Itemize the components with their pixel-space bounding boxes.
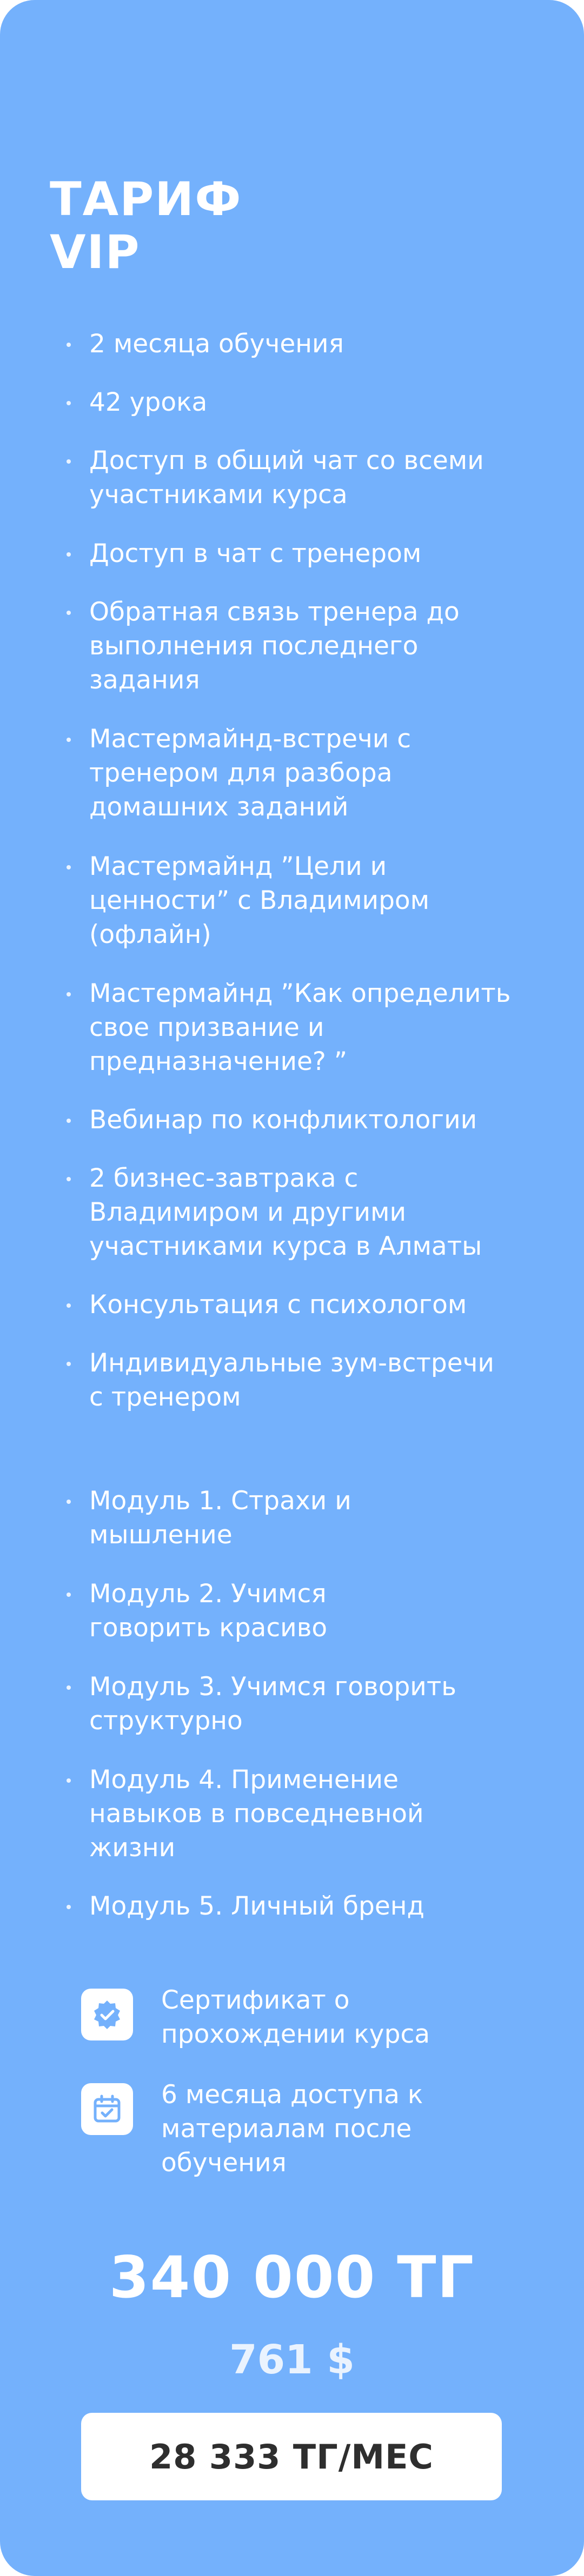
feature-item: Мастермайнд-встречи с тренером для разбора домашних заданий — [89, 722, 533, 824]
monthly-payment-button[interactable]: 28 333 ТГ/МЕС — [81, 2413, 502, 2500]
module-item: Модуль 2. Учимся говорить красиво — [89, 1577, 533, 1645]
feature-item: Доступ в чат с тренером — [89, 537, 533, 571]
certificate-badge-icon — [81, 1989, 133, 2040]
tariff-title — [50, 173, 242, 279]
price-tenge: 340 000 ТГ — [109, 2244, 475, 2311]
tariff-title-line1: ТАРИФ — [50, 172, 242, 226]
module-item: Модуль 5. Личный бренд — [89, 1889, 533, 1923]
price-usd: 761 $ — [229, 2337, 355, 2383]
certificate-text: Сертификат о прохождении курса — [161, 1985, 430, 2049]
module-item: Модуль 4. Применение навыков в повседневной жизни — [89, 1763, 533, 1865]
module-item: Модуль 3. Учимся говорить структурно — [89, 1670, 533, 1738]
tariff-title-line2: VIP — [50, 225, 141, 279]
feature-item: Мастермайнд ”Цели и ценности” с Владимиром (офлайн) — [89, 849, 533, 952]
access-text: 6 месяца доступа к материалам после обучения — [161, 2080, 423, 2178]
feature-item: 2 бизнес-завтрака с Владимиром и другими участниками курса в Алматы — [89, 1161, 533, 1263]
module-item: Модуль 1. Страхи и мышление — [89, 1484, 533, 1552]
calendar-check-icon — [81, 2083, 133, 2135]
feature-item: Вебинар по конфликтологии — [89, 1103, 533, 1137]
feature-item: Индивидуальные зум-встречи с тренером — [89, 1346, 533, 1414]
feature-item: 2 месяца обучения — [89, 327, 533, 361]
feature-item: Мастермайнд ”Как определить свое призвание и предназначение? ” — [89, 976, 533, 1079]
feature-item: Доступ в общий чат со всеми участниками курса — [89, 444, 533, 512]
feature-item: Обратная связь тренера до выполнения последнего задания — [89, 595, 533, 697]
feature-item: 42 урока — [89, 385, 533, 419]
feature-item: Консультация с психологом — [89, 1288, 533, 1322]
